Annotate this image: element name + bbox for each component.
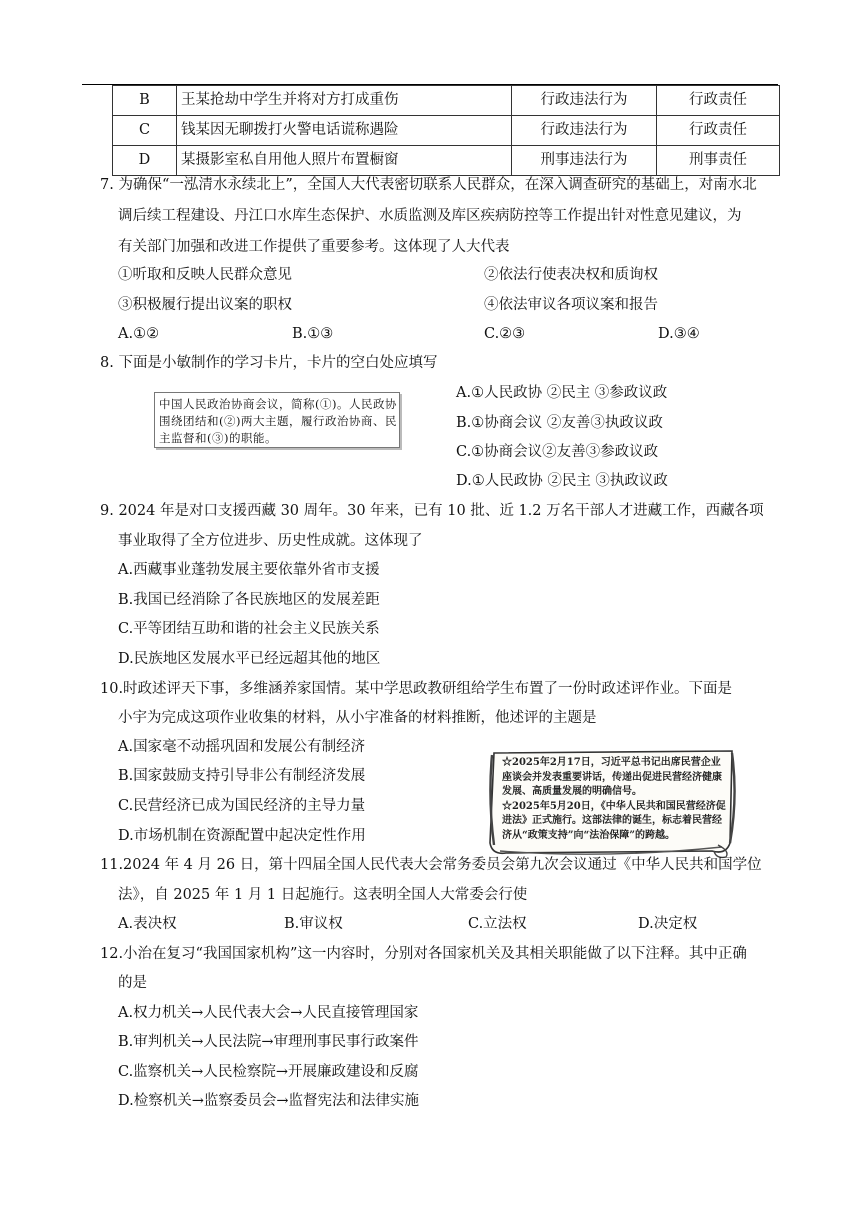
q9-option-b: B.我国已经消除了各民族地区的发展差距	[118, 592, 380, 608]
scroll-paragraph-1: ☆2025年2月17日，习近平总书记出席民营企业座谈会并发表重要讲话，传递出促进民营经济健康发展、高质量发展的明确信号。	[502, 757, 722, 797]
q11-option-b: B.审议权	[284, 916, 343, 932]
q9-stem-line2: 事业取得了全方位进步、历史性成就。这体现了	[118, 533, 423, 549]
q12-option-a: A.权力机关→人民代表大会→人民直接管理国家	[118, 1005, 419, 1021]
q11-stem-line1: 11.2024 年 4 月 26 日，第十四届全国人民代表大会常务委员会第九次会议通过《中华人民共和国学位	[100, 857, 762, 873]
row-liability: 刑事责任	[657, 146, 780, 176]
q7-statement-1: ①听取和反映人民群众意见	[118, 267, 292, 283]
q7-stem-line1: 7. 为确保“一泓清水永续北上”，全国人大代表密切联系人民群众，在深入调查研究的基础上，对南水北	[100, 177, 757, 193]
q7-option-b: B.①③	[292, 326, 334, 342]
q7-stem-line2: 调后续工程建设、丹江口水库生态保护、水质监测及库区疾病防控等工作提出针对性意见建议，为	[118, 208, 742, 224]
row-case: 王某抢劫中学生并将对方打成重伤	[177, 86, 512, 116]
q9-stem-line1: 9. 2024 年是对口支援西藏 30 周年。30 年来，已有 10 批、近 1.2 万名干部人才进藏工作，西藏各项	[100, 503, 764, 519]
q8-option-c: C.①协商会议②友善③参政议政	[456, 444, 659, 460]
answer-table	[112, 85, 780, 176]
q10-option-b: B.国家鼓励支持引导非公有制经济发展	[118, 768, 366, 784]
q12-stem-line1: 12.小治在复习“我国国家机构”这一内容时，分别对各国家机关及其相关职能做了以下注释。其中正确	[100, 946, 747, 962]
material-scroll	[486, 747, 740, 859]
row-type: 行政违法行为	[512, 86, 657, 116]
q7-stem-line3: 有关部门加强和改进工作提供了重要参考。这体现了人大代表	[118, 239, 510, 255]
row-letter: D	[113, 146, 177, 176]
q10-option-a: A.国家毫不动摇巩固和发展公有制经济	[118, 739, 366, 755]
row-case: 某摄影室私自用他人照片布置橱窗	[177, 146, 512, 176]
q7-statement-3: ③积极履行提出议案的职权	[118, 297, 292, 313]
q10-stem-line2: 小宇为完成这项作业收集的材料，从小宇准备的材料推断，他述评的主题是	[118, 710, 597, 726]
table-row	[113, 116, 780, 146]
row-type: 行政违法行为	[512, 116, 657, 146]
q7-statement-2: ②依法行使表决权和质询权	[484, 267, 658, 283]
q11-option-d: D.决定权	[638, 916, 698, 932]
q11-stem-line2: 法》，自 2025 年 1 月 1 日起施行。这表明全国人大常委会行使	[118, 887, 528, 903]
q10-option-c: C.民营经济已成为国民经济的主导力量	[118, 798, 366, 814]
row-case: 钱某因无聊拨打火警电话谎称遇险	[177, 116, 512, 146]
row-type: 刑事违法行为	[512, 146, 657, 176]
scroll-text	[502, 756, 728, 843]
q9-option-d: D.民族地区发展水平已经远超其他的地区	[118, 651, 381, 667]
q12-option-b: B.审判机关→人民法院→审理刑事民事行政案件	[118, 1034, 419, 1050]
q10-option-d: D.市场机制在资源配置中起决定性作用	[118, 828, 366, 844]
row-letter: C	[113, 116, 177, 146]
q10-stem-line1: 10.时政述评天下事，多维涵养家国情。某中学思政教研组给学生布置了一份时政述评作业。下面是	[100, 681, 733, 697]
row-letter: B	[113, 86, 177, 116]
table-row	[113, 146, 780, 176]
q12-stem-line2: 的是	[118, 975, 147, 991]
q9-option-c: C.平等团结互助和谐的社会主义民族关系	[118, 621, 380, 637]
q7-option-c: C.②③	[484, 326, 526, 342]
q12-option-c: C.监察机关→人民检察院→开展廉政建设和反腐	[118, 1064, 419, 1080]
q9-option-a: A.西藏事业蓬勃发展主要依靠外省市支援	[118, 562, 380, 578]
q7-statement-4: ④依法审议各项议案和报告	[484, 297, 658, 313]
row-liability: 行政责任	[657, 116, 780, 146]
q8-option-b: B.①协商会议 ②友善③执政议政	[456, 415, 663, 431]
q11-option-c: C.立法权	[468, 916, 527, 932]
q11-option-a: A.表决权	[118, 916, 177, 932]
table-row	[113, 86, 780, 116]
q8-option-a: A.①人民政协 ②民主 ③参政议政	[456, 385, 668, 401]
q12-option-d: D.检察机关→监察委员会→监督宪法和法律实施	[118, 1093, 420, 1109]
row-liability: 行政责任	[657, 86, 780, 116]
q7-option-a: A.①②	[118, 326, 160, 342]
q8-option-d: D.①人民政协 ②民主 ③执政议政	[456, 473, 668, 489]
q7-option-d: D.③④	[658, 326, 700, 342]
study-card: 中国人民政治协商会议，简称(①)。人民政协围绕团结和(②)两大主题，履行政治协商、民主监督和(③)的职能。	[154, 392, 400, 448]
scroll-paragraph-2: ☆2025年5月20日，《中华人民共和国民营经济促进法》正式施行。这部法律的诞生，标志着民营经济从“政策支持”向“法治保障”的跨越。	[502, 800, 726, 841]
q8-stem: 8. 下面是小敏制作的学习卡片，卡片的空白处应填写	[100, 355, 438, 371]
